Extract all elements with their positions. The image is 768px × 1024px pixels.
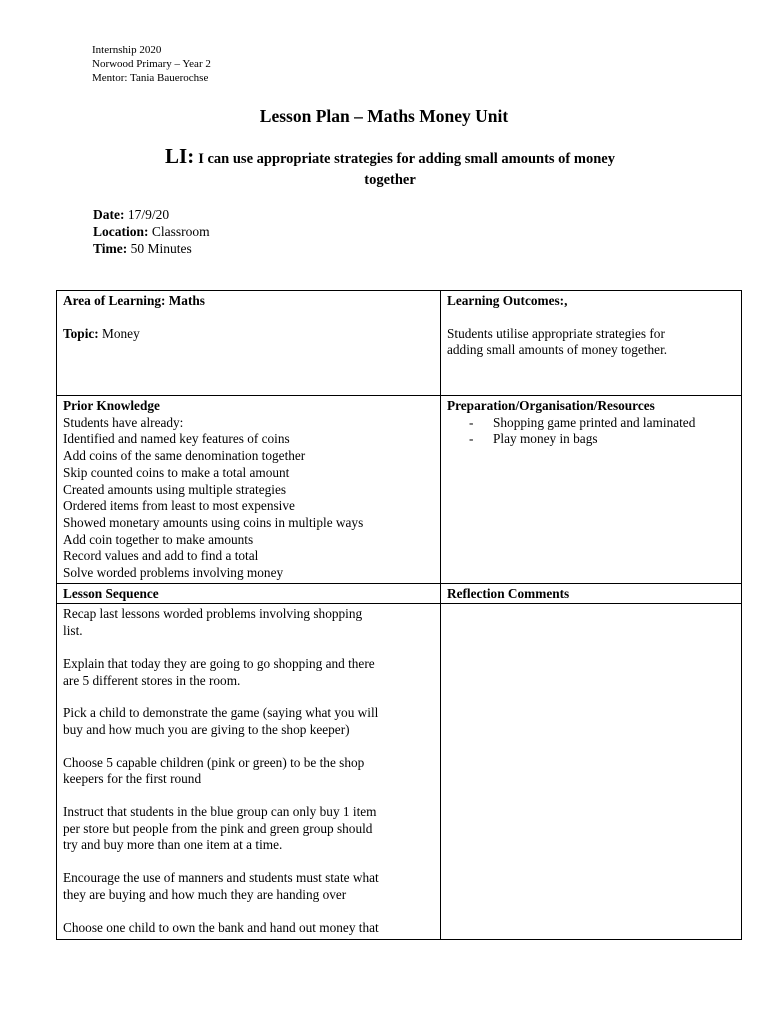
sequence-line: keepers for the first round: [63, 771, 202, 787]
list-item: Record values and add to find a total: [63, 548, 259, 564]
list-item: Identified and named key features of coins: [63, 431, 290, 447]
reflection-heading: Reflection Comments: [441, 583, 742, 604]
learning-outcomes-cell: [441, 291, 742, 396]
sequence-line: list.: [63, 623, 83, 639]
list-item: Ordered items from least to most expensive: [63, 498, 295, 514]
time-label: Time:: [93, 241, 128, 256]
list-item: Students have already:: [63, 414, 184, 430]
li-text-line2: together: [364, 172, 416, 188]
sequence-line: they are buying and how much they are handing over: [63, 886, 347, 902]
topic-row: [63, 326, 434, 343]
sequence-line: try and buy more than one item at a time.: [63, 837, 283, 853]
location-row: [93, 223, 210, 240]
preparation-cell: [441, 396, 742, 584]
sequence-line: Instruct that students in the blue group can only buy 1 item: [63, 804, 377, 820]
sequence-line: Choose one child to own the bank and hand out money that: [63, 919, 379, 935]
time-row: [93, 240, 210, 257]
li-prefix: LI:: [165, 144, 195, 168]
topic-value: Money: [102, 325, 140, 341]
sequence-line: Encourage the use of manners and students must state what: [63, 870, 379, 886]
sequence-step: [63, 920, 434, 937]
lesson-details: [93, 206, 210, 257]
reflection-cell: [441, 604, 742, 940]
topic-label: Topic:: [63, 325, 99, 341]
document-header: [92, 43, 211, 85]
prior-heading: Prior Knowledge: [63, 398, 160, 413]
table-row: [57, 291, 742, 396]
internship-line: Internship 2020: [92, 44, 162, 56]
sequence-line: Choose 5 capable children (pink or green) to be the shop: [63, 754, 365, 770]
location-label: Location:: [93, 224, 149, 239]
time-value: 50 Minutes: [130, 241, 192, 256]
prep-list: [447, 415, 735, 448]
date-row: [93, 206, 210, 223]
lesson-sequence-cell: [57, 604, 441, 940]
list-item: Solve worded problems involving money: [63, 565, 284, 581]
date-value: 17/9/20: [127, 207, 170, 222]
sequence-step: [63, 804, 434, 854]
list-item: Showed monetary amounts using coins in multiple ways: [63, 514, 364, 530]
lesson-plan-table: [56, 290, 742, 940]
list-item: - Play money in bags: [467, 431, 735, 448]
outcomes-line2: adding small amounts of money together.: [447, 342, 668, 358]
prior-list: [63, 415, 434, 582]
li-text-line1: I can use appropriate strategies for adding small amounts of money: [198, 151, 615, 167]
location-value: Classroom: [151, 224, 210, 239]
table-row: [57, 396, 742, 584]
sequence-step: [63, 755, 434, 788]
sequence-line: per store but people from the pink and green group should: [63, 820, 373, 836]
table-row: [57, 583, 742, 604]
sequence-step: [63, 870, 434, 903]
sequence-line: Pick a child to demonstrate the game (saying what you will: [63, 705, 379, 721]
table-row: [57, 604, 742, 940]
page-title: Lesson Plan – Maths Money Unit: [259, 106, 509, 126]
sequence-step: [63, 656, 434, 689]
sequence-step: [63, 705, 434, 738]
area-of-learning-cell: [57, 291, 441, 396]
sequence-line: buy and how much you are giving to the shop keeper): [63, 721, 350, 737]
date-label: Date:: [93, 207, 125, 222]
outcomes-line1: Students utilise appropriate strategies for: [447, 325, 665, 341]
list-item: Add coins of the same denomination together: [63, 448, 306, 464]
sequence-line: Explain that today they are going to go shopping and there: [63, 655, 375, 671]
list-item: - Shopping game printed and laminated: [467, 415, 735, 432]
learning-intention: [120, 146, 660, 191]
list-item: Created amounts using multiple strategies: [63, 481, 287, 497]
sequence-step: [63, 606, 434, 639]
sequence-line: are 5 different stores in the room.: [63, 672, 241, 688]
sequence-content: [63, 606, 434, 938]
mentor-line: Mentor: Tania Bauerochse: [92, 72, 209, 84]
prior-knowledge-cell: [57, 396, 441, 584]
list-item: Skip counted coins to make a total amount: [63, 464, 290, 480]
school-line: Norwood Primary – Year 2: [92, 58, 211, 70]
list-item: Add coin together to make amounts: [63, 531, 254, 547]
lesson-sequence-heading: Lesson Sequence: [57, 583, 441, 604]
sequence-line: Recap last lessons worded problems involving shopping: [63, 606, 363, 622]
outcomes-heading: Learning Outcomes:,: [447, 293, 568, 308]
area-heading: Area of Learning: Maths: [63, 293, 205, 308]
prep-heading: Preparation/Organisation/Resources: [447, 398, 655, 413]
learning-intention-line1: [120, 146, 660, 170]
